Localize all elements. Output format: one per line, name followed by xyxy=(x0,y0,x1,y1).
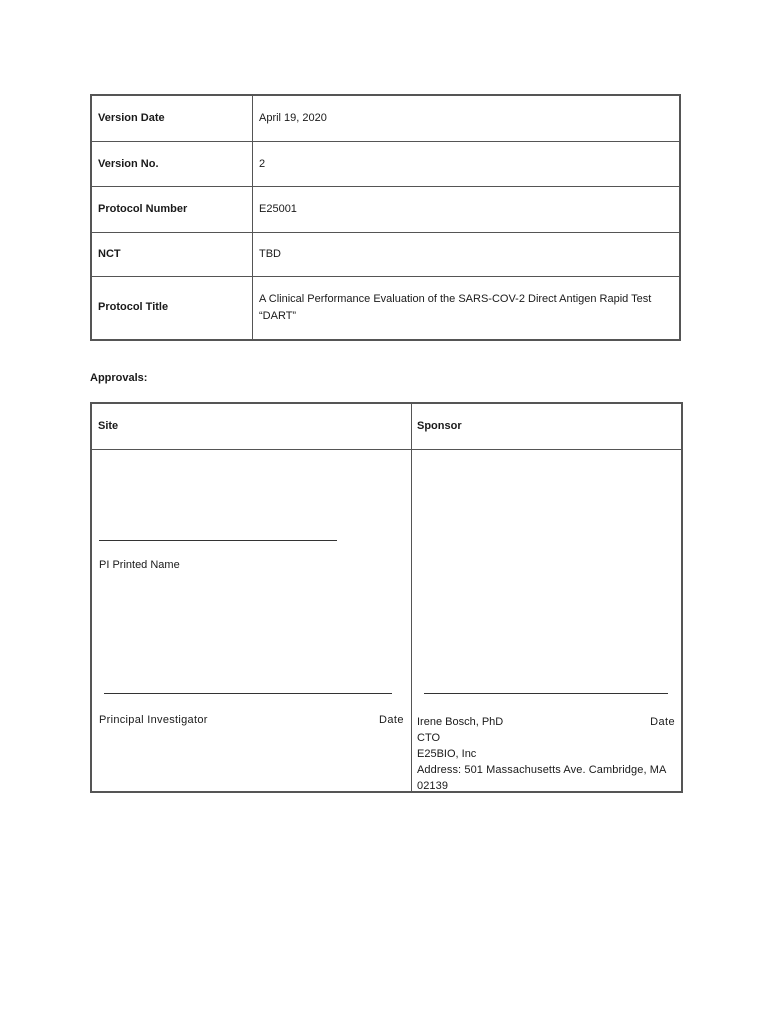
version-date-label: Version Date xyxy=(91,95,253,141)
sponsor-date-label: Date xyxy=(650,716,675,728)
table-row xyxy=(91,276,680,340)
column-divider xyxy=(411,404,412,791)
table-row xyxy=(91,232,680,276)
sponsor-role: CTO xyxy=(417,732,441,744)
protocol-number-label: Protocol Number xyxy=(91,187,253,232)
protocol-title-label: Protocol Title xyxy=(91,276,253,340)
version-no-label: Version No. xyxy=(91,141,253,186)
sponsor-name-row xyxy=(417,714,679,730)
pi-date-label: Date xyxy=(379,714,404,726)
sponsor-signatory-block xyxy=(417,714,679,794)
pi-printed-name-caption: PI Printed Name xyxy=(99,559,180,571)
approvals-table xyxy=(90,402,683,793)
approvals-heading: Approvals: xyxy=(90,372,148,384)
table-row xyxy=(91,187,680,232)
nct-value: TBD xyxy=(253,232,681,276)
table-row xyxy=(91,141,680,186)
site-column-header: Site xyxy=(98,420,119,432)
protocol-number-value: E25001 xyxy=(253,187,681,232)
sponsor-name: Irene Bosch, PhD xyxy=(417,716,504,728)
pi-signatory-title: Principal Investigator xyxy=(99,714,208,726)
sponsor-address: Address: 501 Massachusetts Ave. Cambridge, MA 02139 xyxy=(417,764,666,792)
protocol-title-value: A Clinical Performance Evaluation of the SARS-COV-2 Direct Antigen Rapid Test “DART” xyxy=(253,276,681,340)
version-no-value: 2 xyxy=(253,141,681,186)
header-divider xyxy=(92,449,681,450)
nct-label: NCT xyxy=(91,232,253,276)
protocol-info-table xyxy=(90,94,681,341)
sponsor-company: E25BIO, Inc xyxy=(417,748,477,760)
pi-printed-name-line[interactable] xyxy=(99,540,337,541)
pi-signature-line[interactable] xyxy=(104,693,392,694)
sponsor-signature-line[interactable] xyxy=(424,693,668,694)
sponsor-column-header: Sponsor xyxy=(417,420,462,432)
version-date-value: April 19, 2020 xyxy=(253,95,681,141)
table-row xyxy=(91,95,680,141)
